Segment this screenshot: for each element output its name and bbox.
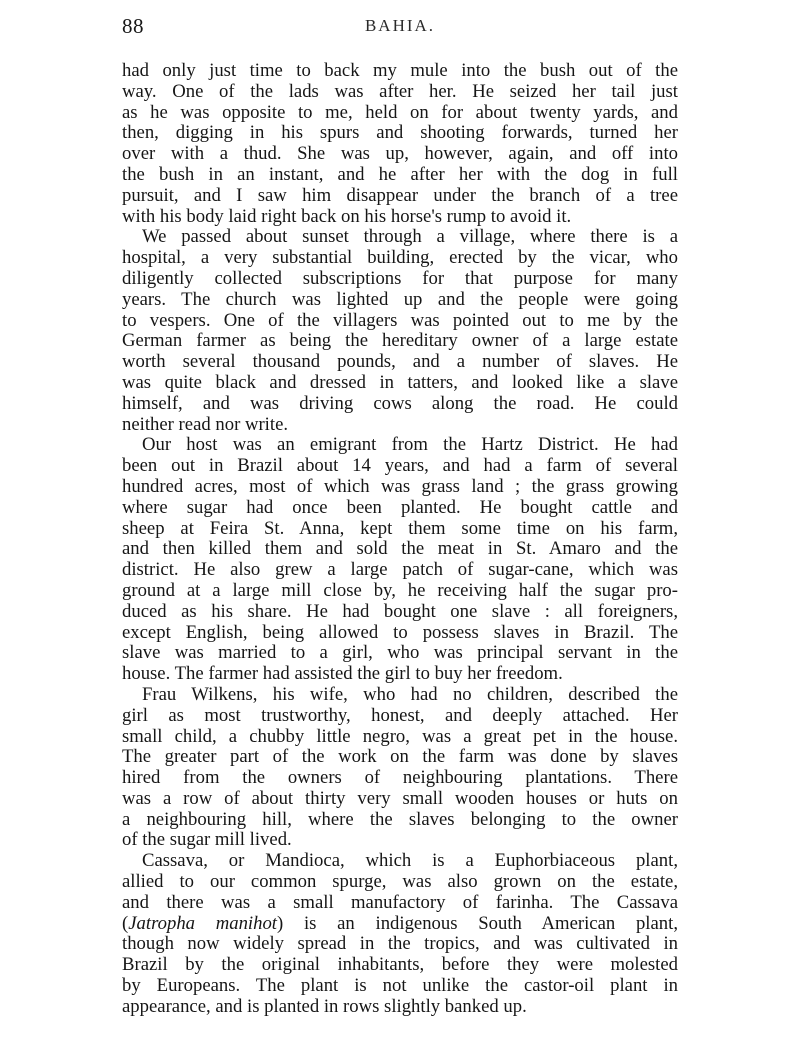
text-line: been out in Brazil about 14 years, and had a farm of several (122, 455, 678, 477)
text-line: The greater part of the work on the farm was done by slaves (122, 746, 678, 768)
text-line: Frau Wilkens, his wife, who had no children, described the (142, 683, 678, 705)
running-head (122, 14, 678, 44)
text-line: pursuit, and I saw him disappear under the branch of a tree (122, 184, 678, 206)
paragraph-5 (122, 851, 678, 1017)
text-line: allied to our common spurge, was also grown on the estate, (122, 871, 678, 893)
text-line: Our host was an emigrant from the Hartz District. He had (142, 434, 678, 456)
text-line: Brazil by the original inhabitants, before they were molested (122, 954, 678, 976)
text-line: duced as his share. He had bought one slave : all foreigners, (122, 600, 678, 622)
text-line: hospital, a very substantial building, erected by the vicar, who (122, 247, 678, 269)
text-line: was quite black and dressed in tatters, and looked like a slave (122, 371, 678, 393)
text-line: German farmer as being the hereditary owner of a large estate (122, 330, 678, 352)
text-line: small child, a chubby little negro, was a great pet in the house. (122, 725, 678, 747)
text-line: except English, being allowed to possess slaves in Brazil. The (122, 621, 678, 643)
scientific-name: Jatropha manihot (128, 912, 277, 934)
text-line: sheep at Feira St. Anna, kept them some time on his farm, (122, 517, 678, 539)
text-line: diligently collected subscriptions for that purpose for many (122, 267, 678, 289)
paragraph-3 (122, 435, 678, 685)
text-line: (Jatropha manihot) is an indigenous South American plant, (122, 912, 678, 934)
text-line: appearance, and is planted in rows slightly banked up. (122, 995, 527, 1017)
text-line: neither read nor write. (122, 413, 289, 435)
text-line: to vespers. One of the villagers was pointed out to me by the (122, 309, 678, 331)
text-line: by Europeans. The plant is not unlike the castor-oil plant in (122, 975, 678, 997)
text-line: ground at a large mill close by, he receiving half the sugar pro- (122, 579, 678, 601)
text-line: a neighbouring hill, where the slaves belonging to the owner (122, 808, 678, 830)
running-title: BAHIA. (364, 16, 436, 35)
text-line: house. The farmer had assisted the girl to buy her freedom. (122, 663, 563, 685)
text-line: the bush in an instant, and he after her with the dog in full (122, 163, 678, 185)
paragraph-2 (122, 227, 678, 435)
paragraph-1 (122, 61, 678, 227)
page-number: 88 (122, 14, 144, 38)
text-line: as he was opposite to me, held on for about twenty yards, and (122, 101, 678, 123)
text-line: with his body laid right back on his horse's rump to avoid it. (122, 205, 572, 227)
text-line: where sugar had once been planted. He bought cattle and (122, 496, 678, 518)
text-line: though now widely spread in the tropics, and was cultivated in (122, 933, 678, 955)
text-line: himself, and was driving cows along the road. He could (122, 392, 678, 414)
text-line: and then killed them and sold the meat in St. Amaro and the (122, 538, 678, 560)
text-line: We passed about sunset through a village, where there is a (142, 226, 678, 248)
text-line: way. One of the lads was after her. He seized her tail just (122, 80, 678, 102)
text-line: Cassava, or Mandioca, which is a Euphorbiaceous plant, (142, 850, 678, 872)
body-text (122, 61, 678, 1018)
text-line: hundred acres, most of which was grass land ; the grass growing (122, 475, 678, 497)
text-line: and there was a small manufactory of farinha. The Cassava (122, 891, 678, 913)
text-line: hired from the owners of neighbouring plantations. There (122, 767, 678, 789)
text-line: years. The church was lighted up and the people were going (122, 288, 678, 310)
text-line: was a row of about thirty very small wooden houses or huts on (122, 787, 678, 809)
text-line: worth several thousand pounds, and a number of slaves. He (122, 351, 678, 373)
text-line: girl as most trustworthy, honest, and deeply attached. Her (122, 704, 678, 726)
paragraph-4 (122, 685, 678, 851)
text-line: over with a thud. She was up, however, again, and off into (122, 143, 678, 165)
text-line: slave was married to a girl, who was principal servant in the (122, 642, 678, 664)
text-line: then, digging in his spurs and shooting forwards, turned her (122, 122, 678, 144)
text-line: had only just time to back my mule into the bush out of the (122, 60, 678, 81)
text-line: of the sugar mill lived. (122, 829, 292, 851)
text-line: district. He also grew a large patch of sugar-cane, which was (122, 559, 678, 581)
